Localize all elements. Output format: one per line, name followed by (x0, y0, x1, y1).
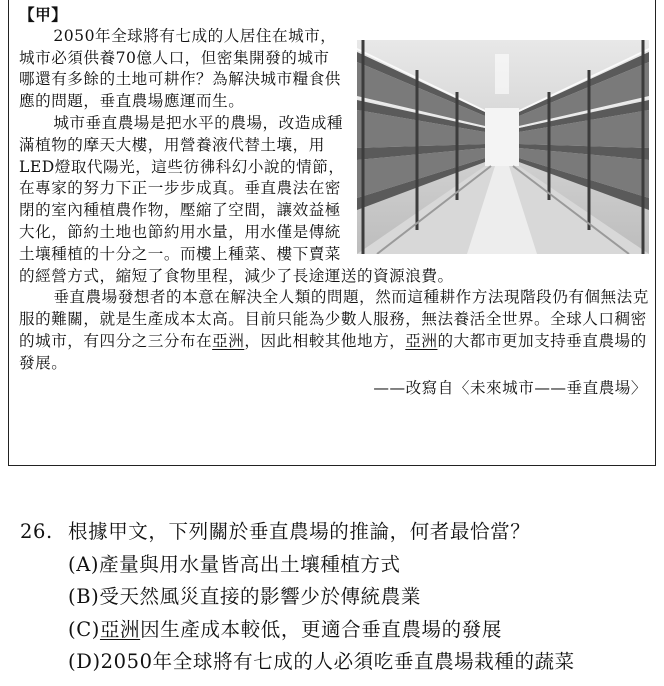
question-stem-row (20, 516, 650, 549)
passage-tag: 【甲】 (19, 5, 68, 24)
passage-box (8, 0, 656, 466)
vertical-farm-illustration (357, 40, 649, 254)
question-stem: 根據甲文，下列關於垂直農場的推論，何者最恰當？ (68, 520, 531, 543)
passage-paragraph-1: 2050年全球將有七成的人居住在城市，城市必須供養70億人口，但密集開發的城市哪還有多餘的土地可耕作？為解決城市糧食供應的問題，垂直農場應運而生。 (19, 26, 341, 111)
passage-paragraph-3 (19, 287, 649, 374)
option-b: (B)受天然風災直接的影響少於傳統農業 (68, 585, 421, 608)
place-name-asia: 亞洲 (405, 331, 438, 350)
question-number: 26. (20, 520, 53, 543)
place-name-asia: 亞洲 (212, 331, 245, 350)
option-d: (D)2050年全球將有七成的人必須吃垂直農場栽種的蔬菜 (68, 650, 575, 673)
paragraph-3-part-b: ，因此相較其他地方， (244, 331, 406, 350)
place-name-asia: 亞洲 (99, 617, 141, 641)
option-c-label: (C) (68, 617, 100, 641)
question-options (20, 549, 650, 679)
question-26 (20, 516, 650, 679)
passage-text (19, 4, 649, 399)
option-a: (A)產量與用水量皆高出土壤種植方式 (68, 552, 401, 576)
option-c-text: 因生產成本較低，更適合垂直農場的發展 (140, 617, 502, 641)
paragraph-3-part-a: 垂直農場發想者的本意在解決全人類的問題，然而這種耕作方法現階段仍有個無法克服的難關，就是生產成本太高。目前只能為少數人服務，無法養活全世界。全球人口稠密的城市，有四分之三分布在 (19, 288, 649, 350)
paragraph-3-part-c: 的大都市更加支持垂直農場的發展。 (19, 331, 647, 372)
passage-paragraph-2: 城市垂直農場是把水平的農場，改造成種滿植物的摩天大樓，用營養液代替土壤，用LED燈取代陽光，這些彷彿科幻小說的情節，在專家的努力下正一步步成真。垂直農法在密閉的室內種植農作物，壓縮了空間，讓效益極大化，節約土地也節約用水量，用水僅是傳統土壤種植的十分之一。而樓上種菜、樓下賣菜的經營方式，縮短了食物里程，減少了長途運送的資源浪費。 (19, 113, 454, 285)
passage-source: ——改寫自〈未來城市——垂直農場〉 (373, 378, 647, 397)
option-c (68, 614, 650, 647)
vertical-farm-photo (357, 40, 649, 254)
